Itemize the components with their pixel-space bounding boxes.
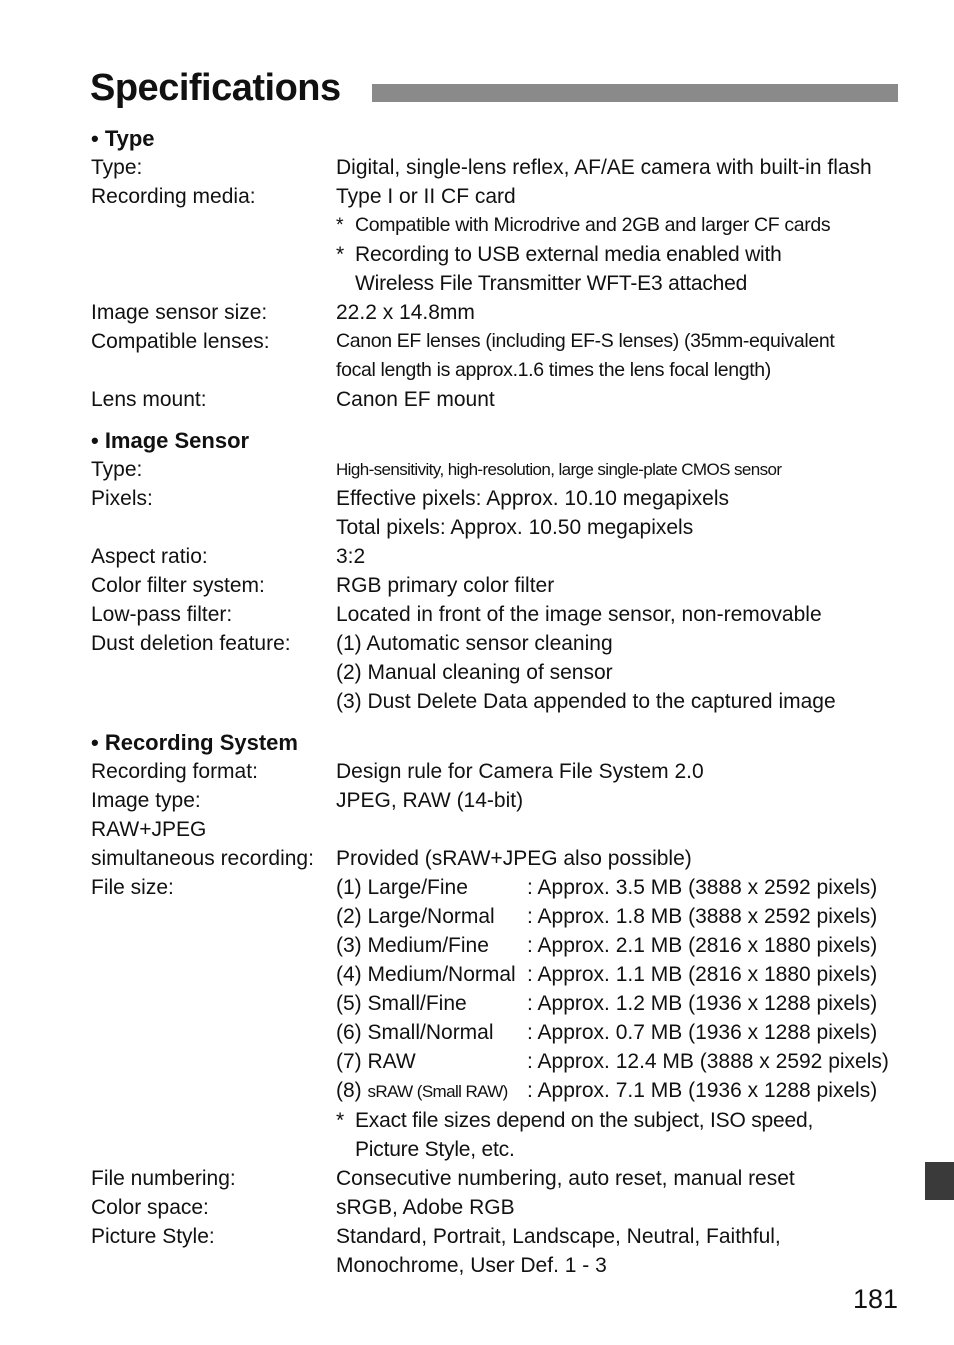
- file-size-item: [336, 931, 903, 960]
- spec-value: RGB primary color filter: [336, 574, 555, 597]
- spec-row-sensor-type: [91, 455, 903, 484]
- spec-row-aspect-ratio: [91, 542, 903, 571]
- spec-label: File size:: [91, 876, 174, 899]
- spec-row-file-size: [91, 873, 903, 1164]
- spec-value: focal length is approx.1.6 times the lens focal length): [336, 359, 771, 381]
- spec-value: (2) Manual cleaning of sensor: [336, 661, 613, 684]
- file-size-prefix: (8): [336, 1079, 368, 1102]
- spec-value: Design rule for Camera File System 2.0: [336, 760, 704, 783]
- page-title: Specifications: [90, 67, 341, 109]
- spec-label: Image type:: [91, 789, 201, 812]
- spec-row-compatible-lenses: [91, 327, 903, 385]
- file-size-value: : Approx. 3.5 MB (3888 x 2592 pixels): [527, 876, 878, 899]
- spec-value: Canon EF mount: [336, 388, 495, 411]
- spec-label: Aspect ratio:: [91, 545, 208, 568]
- spec-label: Color filter system:: [91, 574, 265, 597]
- note-text: Compatible with Microdrive and 2GB and larger CF cards: [355, 214, 831, 236]
- note-marker: *: [336, 243, 344, 266]
- spec-value: Monochrome, User Def. 1 - 3: [336, 1254, 607, 1277]
- spec-row-lens-mount: [91, 385, 903, 414]
- file-size-value: : Approx. 7.1 MB (1936 x 1288 pixels): [527, 1079, 878, 1102]
- spec-value: High-sensitivity, high-resolution, large single-plate CMOS sensor: [336, 460, 782, 479]
- file-size-item: [336, 1047, 903, 1076]
- file-size-value: : Approx. 1.8 MB (3888 x 2592 pixels): [527, 905, 878, 928]
- spec-label: Compatible lenses:: [91, 330, 270, 353]
- file-size-name: (3) Medium/Fine: [336, 934, 489, 957]
- spec-row-recording-media: [91, 182, 903, 298]
- file-size-name: (7) RAW: [336, 1050, 416, 1073]
- spec-value: Consecutive numbering, auto reset, manual reset: [336, 1167, 795, 1190]
- spec-value: Standard, Portrait, Landscape, Neutral, Faithful,: [336, 1225, 781, 1248]
- chapter-tab-marker: [925, 1162, 954, 1200]
- spec-value: (1) Automatic sensor cleaning: [336, 632, 613, 655]
- spec-value: Canon EF lenses (including EF-S lenses) (35mm-equivalent: [336, 330, 835, 352]
- spec-value: 3:2: [336, 545, 366, 568]
- spec-label: Color space:: [91, 1196, 209, 1219]
- spec-value: sRGB, Adobe RGB: [336, 1196, 515, 1219]
- file-size-value: : Approx. 12.4 MB (3888 x 2592 pixels): [527, 1050, 889, 1073]
- file-size-value: : Approx. 2.1 MB (2816 x 1880 pixels): [527, 934, 878, 957]
- spec-note: [336, 240, 903, 269]
- spec-value: Type I or II CF card: [336, 185, 516, 208]
- spec-row-picture-style: [91, 1222, 903, 1280]
- file-size-item: [336, 989, 903, 1018]
- spec-value: Total pixels: Approx. 10.50 megapixels: [336, 516, 694, 539]
- section-heading-recording-system: • Recording System: [91, 730, 298, 755]
- spec-label: RAW+JPEG: [91, 818, 207, 841]
- spec-row-dust-deletion: [91, 629, 903, 716]
- spec-row-recording-format: [91, 757, 903, 786]
- file-size-name: sRAW (Small RAW): [367, 1082, 508, 1101]
- file-size-value: : Approx. 1.1 MB (2816 x 1880 pixels): [527, 963, 878, 986]
- spec-label: Image sensor size:: [91, 301, 268, 324]
- page-number: 181: [853, 1284, 899, 1314]
- spec-note-continued: [336, 1135, 903, 1164]
- spec-label: Type:: [91, 458, 143, 481]
- spec-note-continued: [336, 269, 903, 298]
- spec-row-type: [91, 153, 903, 182]
- page-header: [90, 62, 900, 112]
- spec-label: Type:: [91, 156, 143, 179]
- spec-row-file-numbering: [91, 1164, 903, 1193]
- note-text: Picture Style, etc.: [355, 1138, 515, 1161]
- section-recording-system: [91, 728, 903, 1280]
- note-text: Recording to USB external media enabled with: [355, 243, 782, 266]
- note-text: Wireless File Transmitter WFT-E3 attached: [355, 272, 748, 295]
- section-heading-type: • Type: [91, 126, 155, 151]
- note-text: Exact file sizes depend on the subject, ISO speed,: [355, 1109, 814, 1132]
- file-size-name: (4) Medium/Normal: [336, 963, 516, 986]
- spec-note: [336, 1106, 903, 1135]
- section-type: [91, 124, 903, 414]
- spec-label: Recording media:: [91, 185, 256, 208]
- spec-row-raw-jpeg-label: [91, 815, 903, 844]
- spec-row-sensor-size: [91, 298, 903, 327]
- spec-label: Recording format:: [91, 760, 258, 783]
- note-marker: *: [336, 1109, 344, 1132]
- file-size-item: [336, 902, 903, 931]
- section-heading-image-sensor: • Image Sensor: [91, 428, 250, 453]
- file-size-value: : Approx. 0.7 MB (1936 x 1288 pixels): [527, 1021, 878, 1044]
- spec-row-low-pass-filter: [91, 600, 903, 629]
- spec-content: [91, 124, 903, 1292]
- title-rule: [372, 84, 898, 102]
- spec-label: Low-pass filter:: [91, 603, 233, 626]
- spec-value: 22.2 x 14.8mm: [336, 301, 475, 324]
- spec-row-image-type: [91, 786, 903, 815]
- file-size-item: [336, 1018, 903, 1047]
- spec-value: (3) Dust Delete Data appended to the captured image: [336, 690, 836, 713]
- spec-label: simultaneous recording:: [91, 847, 314, 870]
- note-marker: *: [336, 214, 344, 236]
- file-size-item: [336, 1076, 903, 1106]
- spec-value: JPEG, RAW (14-bit): [336, 789, 524, 812]
- spec-label: File numbering:: [91, 1167, 236, 1190]
- spec-row-color-filter: [91, 571, 903, 600]
- spec-label: Pixels:: [91, 487, 153, 510]
- spec-value: Located in front of the image sensor, non-removable: [336, 603, 822, 626]
- spec-row-pixels: [91, 484, 903, 542]
- spec-row-color-space: [91, 1193, 903, 1222]
- section-image-sensor: [91, 426, 903, 716]
- file-size-item: [336, 960, 903, 989]
- file-size-name: (5) Small/Fine: [336, 992, 467, 1015]
- file-size-name: (6) Small/Normal: [336, 1021, 494, 1044]
- file-size-name: (2) Large/Normal: [336, 905, 495, 928]
- spec-value: Provided (sRAW+JPEG also possible): [336, 847, 692, 870]
- file-size-item: [336, 873, 903, 902]
- spec-note: [336, 211, 903, 240]
- file-size-name: (1) Large/Fine: [336, 876, 468, 899]
- file-size-value: : Approx. 1.2 MB (1936 x 1288 pixels): [527, 992, 878, 1015]
- spec-label: Lens mount:: [91, 388, 207, 411]
- spec-row-raw-jpeg: [91, 844, 903, 873]
- spec-value: Digital, single-lens reflex, AF/AE camera with built-in flash: [336, 156, 872, 179]
- spec-label: Dust deletion feature:: [91, 632, 291, 655]
- spec-label: Picture Style:: [91, 1225, 215, 1248]
- spec-value: Effective pixels: Approx. 10.10 megapixels: [336, 487, 730, 510]
